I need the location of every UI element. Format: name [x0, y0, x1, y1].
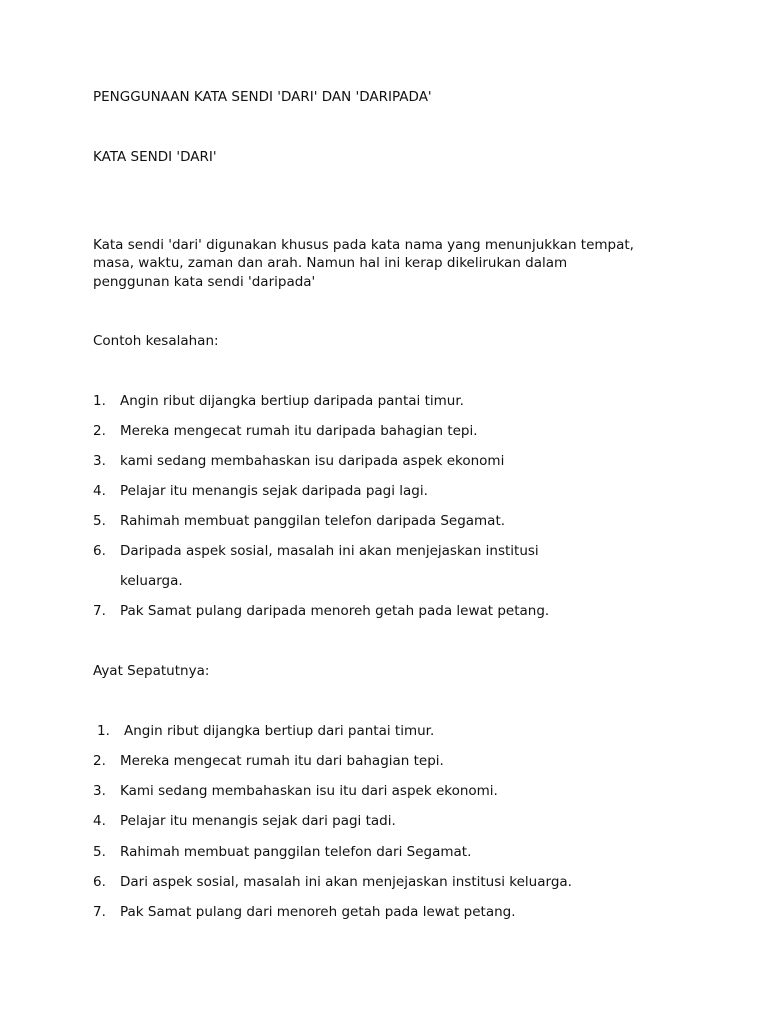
list-text: Daripada aspek sosial, masalah ini akan menjejaskan institusi	[120, 543, 539, 559]
correct-label: Ayat Sepatutnya:	[93, 663, 210, 679]
list-text: Pak Samat pulang daripada menoreh getah pada lewat petang.	[120, 603, 550, 619]
list-number: 6.	[93, 874, 106, 890]
intro-paragraph-line: masa, waktu, zaman dan arah. Namun hal ini kerap dikelirukan dalam	[93, 255, 568, 271]
list-item	[93, 782, 498, 800]
errors-label: Contoh kesalahan:	[93, 333, 219, 349]
list-item	[93, 392, 464, 410]
list-number: 7.	[93, 603, 106, 619]
list-number: 3.	[93, 453, 106, 469]
list-number: 4.	[93, 813, 106, 829]
list-text: Pelajar itu menangis sejak dari pagi tadi.	[120, 813, 396, 829]
list-text: Rahimah membuat panggilan telefon dari Segamat.	[120, 844, 472, 860]
list-number: 5.	[93, 844, 106, 860]
list-number: 2.	[93, 423, 106, 439]
list-number: 7.	[93, 904, 106, 920]
document-title: PENGGUNAAN KATA SENDI 'DARI' DAN 'DARIPADA'	[93, 89, 432, 105]
list-item	[93, 752, 444, 770]
section-heading: KATA SENDI 'DARI'	[93, 149, 217, 165]
list-number: 3.	[93, 783, 106, 799]
list-text: Pak Samat pulang dari menoreh getah pada lewat petang.	[120, 904, 516, 920]
list-text: Pelajar itu menangis sejak daripada pagi lagi.	[120, 483, 428, 499]
list-number: 4.	[93, 483, 106, 499]
intro-paragraph-line: Kata sendi 'dari' digunakan khusus pada kata nama yang menunjukkan tempat,	[93, 237, 634, 253]
list-item	[93, 452, 504, 470]
list-text: Mereka mengecat rumah itu dari bahagian tepi.	[120, 753, 444, 769]
list-text: kami sedang membahaskan isu daripada aspek ekonomi	[120, 453, 505, 469]
list-item-continuation: keluarga.	[120, 573, 183, 589]
list-number: 1.	[93, 393, 106, 409]
list-number: 5.	[93, 513, 106, 529]
list-text: Dari aspek sosial, masalah ini akan menjejaskan institusi keluarga.	[120, 874, 572, 890]
list-item	[93, 903, 516, 921]
list-number: 6.	[93, 543, 106, 559]
list-item	[93, 482, 428, 500]
list-item	[93, 812, 396, 830]
list-number: 1.	[97, 723, 110, 739]
list-item	[93, 602, 549, 620]
list-text: Rahimah membuat panggilan telefon daripada Segamat.	[120, 513, 506, 529]
list-item	[93, 542, 539, 560]
intro-paragraph-line: penggunan kata sendi 'daripada'	[93, 274, 316, 290]
list-text: Kami sedang membahaskan isu itu dari aspek ekonomi.	[120, 783, 498, 799]
list-text: Mereka mengecat rumah itu daripada bahagian tepi.	[120, 423, 478, 439]
list-item	[93, 873, 572, 891]
list-text: Angin ribut dijangka bertiup daripada pantai timur.	[120, 393, 464, 409]
list-item	[93, 422, 478, 440]
list-number: 2.	[93, 753, 106, 769]
list-item	[93, 843, 471, 861]
list-item	[97, 722, 434, 740]
list-item	[93, 512, 505, 530]
list-text: Angin ribut dijangka bertiup dari pantai timur.	[124, 723, 435, 739]
